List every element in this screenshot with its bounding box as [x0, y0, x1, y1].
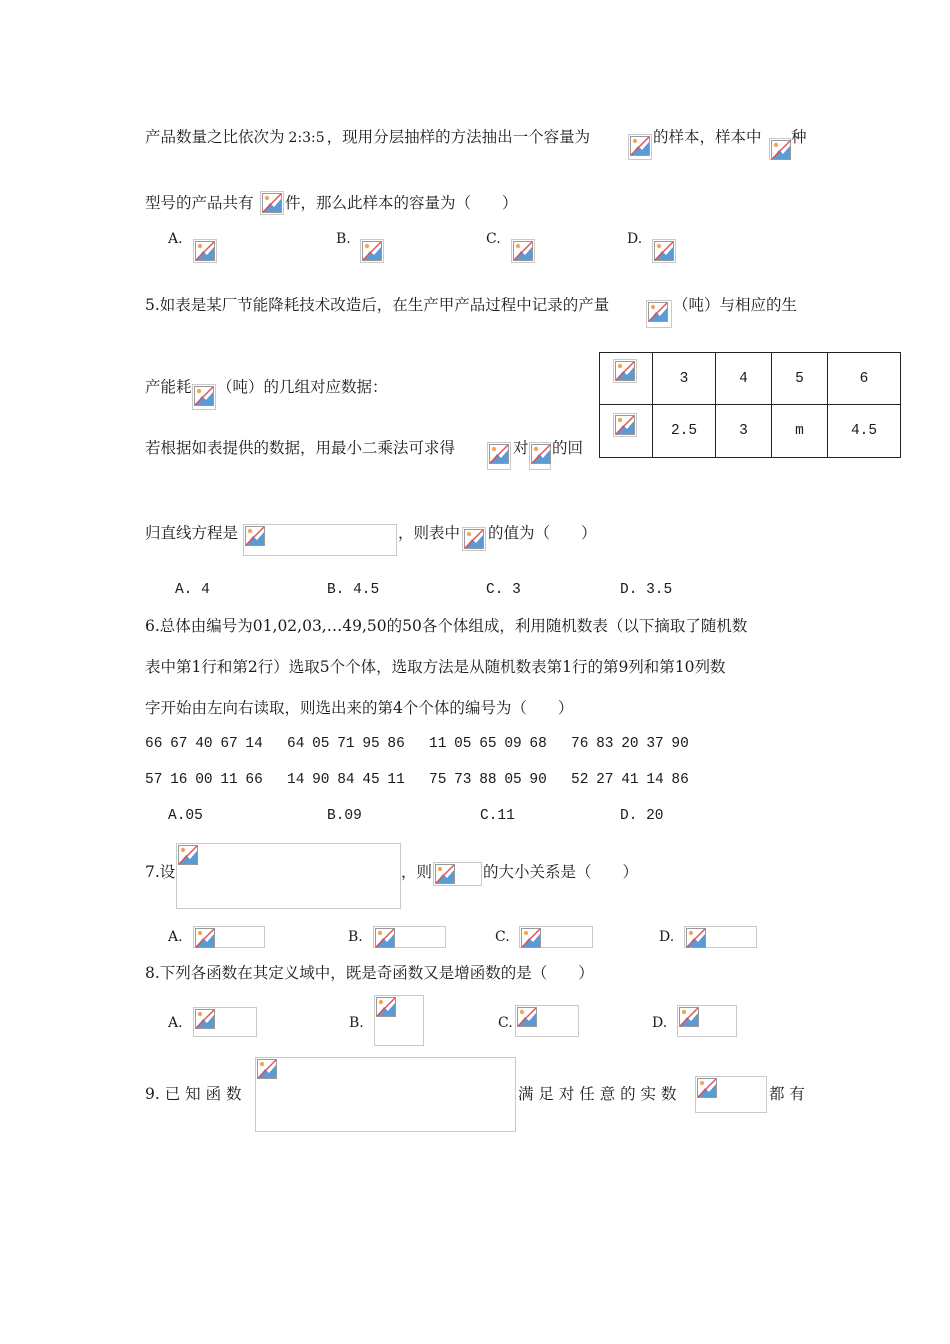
q6-option-b: B.09 — [327, 808, 362, 824]
broken-image-icon — [521, 928, 541, 948]
q4-option-d-label: D. — [627, 231, 643, 247]
q7-option-b-image — [373, 926, 446, 948]
q7-option-d-label: D. — [659, 929, 675, 945]
broken-image-icon — [362, 241, 382, 261]
q7-option-a-label: A. — [168, 929, 183, 945]
q9-text: 都 有 — [769, 1085, 805, 1103]
q5-option-b: B. 4.5 — [327, 582, 380, 598]
q7-text: 7.设 — [145, 863, 176, 881]
broken-image-icon — [630, 136, 650, 156]
q5-text: 若根据如表提供的数据，用最小二乘法可求得 — [145, 439, 456, 457]
q5-text: 的回 — [552, 439, 584, 457]
formula-image — [695, 1076, 767, 1113]
formula-image — [462, 527, 486, 551]
broken-image-icon — [771, 140, 791, 160]
broken-image-icon — [178, 845, 198, 865]
q4-text: ，现用分层抽样的方法抽出一个容量为 — [326, 128, 591, 146]
q8-option-d-label: D. — [652, 1015, 668, 1031]
formula-image — [260, 191, 284, 215]
q4-text: 种 — [791, 128, 807, 146]
formula-image — [628, 134, 652, 160]
random-table-cell: 14 90 84 45 11 — [287, 772, 405, 788]
random-table-cell: 75 73 88 05 90 — [429, 772, 547, 788]
q8-option-d-image — [677, 1005, 737, 1037]
q5-text: ，则表中 — [398, 524, 461, 542]
q7-text: 的大小关系是（ ） — [483, 863, 639, 881]
q7-text: ，则 — [401, 863, 433, 881]
q7-option-d-image — [684, 926, 757, 948]
broken-image-icon — [531, 444, 551, 464]
random-table-cell: 64 05 71 95 86 — [287, 736, 405, 752]
formula-image — [613, 413, 637, 437]
random-table-cell: 57 16 00 11 66 — [145, 772, 263, 788]
q8-option-a-image — [193, 1007, 257, 1037]
table-row — [600, 353, 901, 405]
q8-option-b-label: B. — [349, 1015, 364, 1031]
table-cell: 4.5 — [828, 405, 901, 458]
q6-option-a: A.05 — [168, 808, 203, 824]
q4-text: 的样本，样本中 — [653, 128, 762, 146]
table-header-x — [600, 353, 653, 405]
broken-image-icon — [262, 193, 282, 213]
broken-image-icon — [489, 444, 509, 464]
regression-equation-image — [243, 524, 397, 556]
broken-image-icon — [517, 1007, 537, 1027]
q5-text: 的值为（ ） — [488, 524, 597, 542]
q5-text: 对 — [513, 439, 529, 457]
table-cell: 6 — [828, 353, 901, 405]
table-cell: 2.5 — [653, 405, 716, 458]
q7-option-b-label: B. — [348, 929, 363, 945]
random-table-cell: 66 67 40 67 14 — [145, 736, 263, 752]
random-table-cell: 11 05 65 09 68 — [429, 736, 547, 752]
q4-option-b-image — [360, 239, 384, 263]
q7-option-c-image — [519, 926, 593, 948]
q6-text: 表中第1行和第2行）选取5个个体，选取方法是从随机数表第1行的第9列和第10列数 — [145, 658, 726, 676]
q5-text: 5.如表是某厂节能降耗技术改造后，在生产甲产品过程中记录的产量 — [145, 296, 610, 314]
q4-ratio: 2:3:5 — [288, 130, 325, 146]
formula-image — [529, 442, 551, 470]
broken-image-icon — [245, 526, 265, 546]
q5-option-a: A. 4 — [175, 582, 210, 598]
q4-text: 型号的产品共有 — [145, 194, 254, 212]
q4-text: 件，那么此样本的容量为（ ） — [285, 194, 518, 212]
random-table-cell: 52 27 41 14 86 — [571, 772, 689, 788]
q7-option-c-label: C. — [495, 929, 510, 945]
q4-option-a-label: A. — [168, 231, 183, 247]
formula-image — [769, 138, 791, 160]
formula-image — [433, 862, 482, 886]
broken-image-icon — [195, 241, 215, 261]
table-row — [600, 405, 901, 458]
q9-text: 9. 已 知 函 数 — [145, 1085, 242, 1103]
broken-image-icon — [513, 241, 533, 261]
broken-image-icon — [375, 928, 395, 948]
formula-image — [192, 384, 216, 410]
broken-image-icon — [376, 997, 396, 1017]
broken-image-icon — [615, 415, 635, 435]
table-cell: 3 — [716, 405, 772, 458]
broken-image-icon — [195, 1009, 215, 1029]
q4-option-c-image — [511, 239, 535, 263]
random-table-cell: 76 83 20 37 90 — [571, 736, 689, 752]
q6-option-d: D. 20 — [620, 808, 664, 824]
table-cell: m — [772, 405, 828, 458]
q5-option-c: C. 3 — [486, 582, 521, 598]
q4-option-d-image — [652, 239, 676, 263]
table-cell: 5 — [772, 353, 828, 405]
q8-text: 8.下列各函数在其定义域中，既是奇函数又是增函数的是（ ） — [145, 964, 594, 982]
formula-image — [613, 359, 637, 383]
formula-image — [176, 843, 401, 909]
broken-image-icon — [194, 386, 214, 406]
q5-text: （吨）与相应的生 — [673, 296, 798, 314]
broken-image-icon — [697, 1078, 717, 1098]
broken-image-icon — [679, 1007, 699, 1027]
broken-image-icon — [615, 361, 635, 381]
formula-image — [487, 442, 511, 470]
q4-option-c-label: C. — [486, 231, 501, 247]
table-header-y — [600, 405, 653, 458]
broken-image-icon — [464, 529, 484, 549]
q8-option-c-label: C. — [498, 1015, 513, 1031]
q8-option-b-image — [374, 995, 424, 1046]
broken-image-icon — [195, 928, 215, 948]
q4-option-b-label: B. — [336, 231, 351, 247]
data-table — [599, 352, 901, 458]
q8-option-c-image — [515, 1005, 579, 1037]
broken-image-icon — [648, 302, 668, 322]
q5-text: 归直线方程是 — [145, 524, 239, 542]
formula-image — [255, 1057, 516, 1132]
q4-text: 产品数量之比依次为 — [145, 128, 285, 146]
q8-option-a-label: A. — [168, 1015, 183, 1031]
q6-text: 6.总体由编号为01,02,03,…49,50的50各个体组成，利用随机数表（以下摘取了随机数 — [145, 617, 748, 635]
q6-text: 字开始由左向右读取，则选出来的第4个个体的编号为（ ） — [145, 699, 574, 717]
broken-image-icon — [654, 241, 674, 261]
q9-text: 满 足 对 任 意 的 实 数 — [518, 1085, 677, 1103]
broken-image-icon — [435, 864, 455, 884]
q5-text: （吨）的几组对应数据： — [217, 378, 388, 396]
broken-image-icon — [257, 1059, 277, 1079]
q5-option-d: D. 3.5 — [620, 582, 673, 598]
q5-text: 产能耗 — [145, 378, 192, 396]
formula-image — [646, 300, 672, 328]
table-cell: 3 — [653, 353, 716, 405]
q6-option-c: C.11 — [480, 808, 515, 824]
q7-option-a-image — [193, 926, 265, 948]
q4-option-a-image — [193, 239, 217, 263]
broken-image-icon — [686, 928, 706, 948]
table-cell: 4 — [716, 353, 772, 405]
